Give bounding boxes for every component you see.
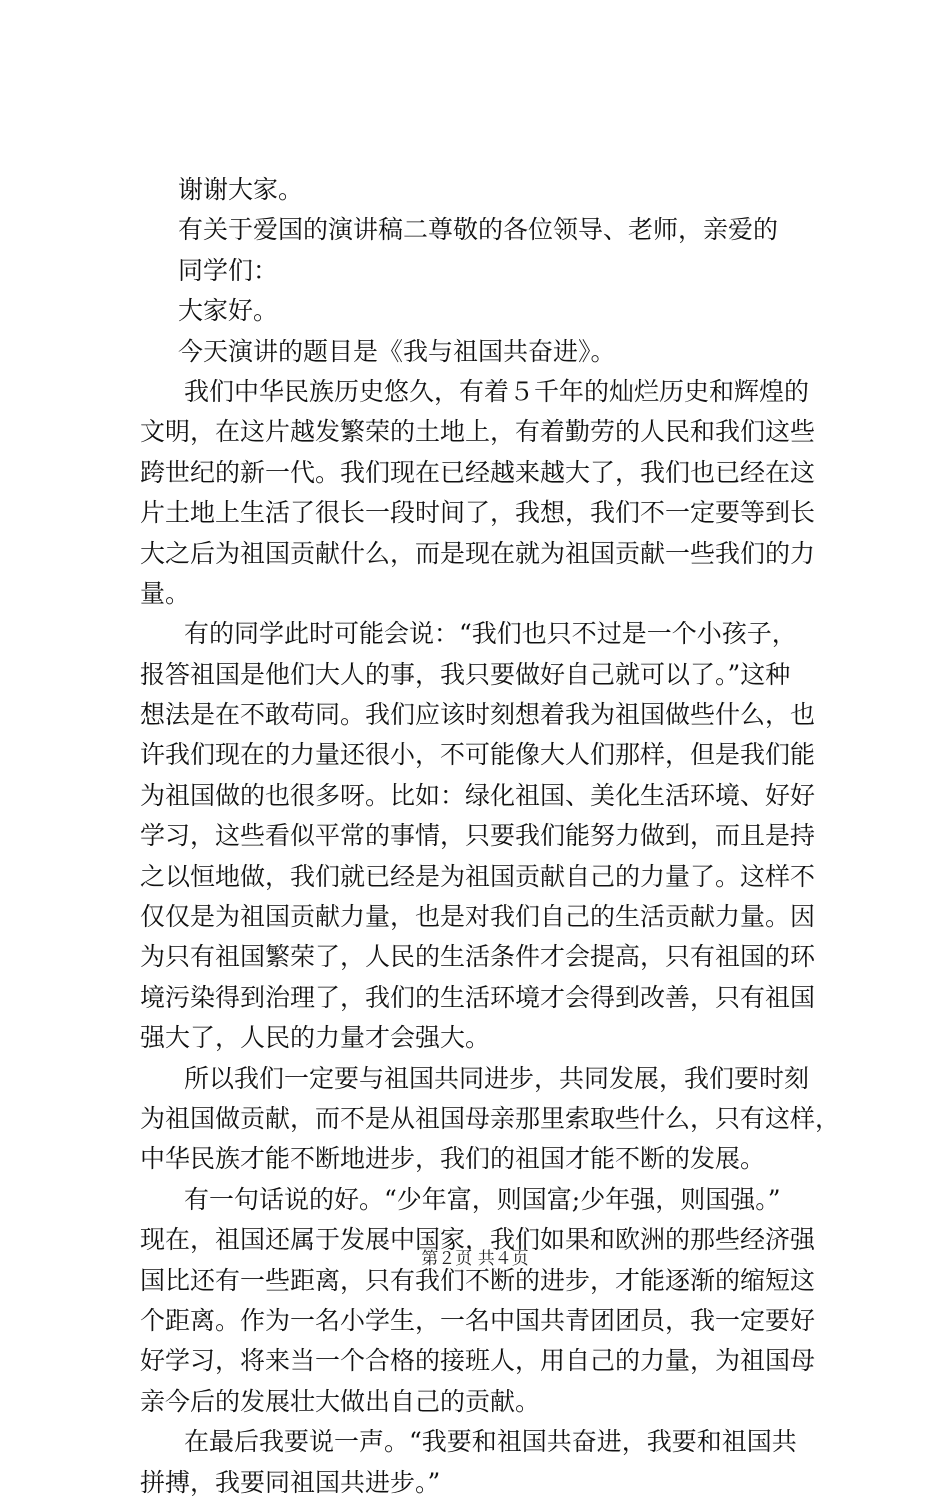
text-line: 有的同学此时可能会说：“我们也只不过是一个小孩子， — [184, 619, 797, 649]
text-line: 个距离。作为一名小学生，一名中国共青团团员，我一定要好 — [140, 1305, 816, 1335]
text-line: 为祖国做贡献，而不是从祖国母亲那里索取些什么，只有这样， — [140, 1103, 841, 1133]
text-line: 报答祖国是他们大人的事，我只要做好自己就可以了。”这种 — [140, 659, 791, 689]
text-line: 有关于爱国的演讲稿二尊敬的各位领导、老师，亲爱的 — [178, 215, 779, 245]
text-line: 国比还有一些距离，只有我们不断的进步，才能逐渐的缩短这 — [140, 1265, 816, 1295]
text-line: 谢谢大家。 — [178, 175, 304, 204]
page-number-footer: 第２页 共４页 — [421, 1249, 529, 1269]
text-line: 拼搏，我要同祖国共进步。” — [140, 1467, 441, 1497]
document-body — [140, 170, 840, 1503]
text-line: 好学习，将来当一个合格的接班人，用自己的力量，为祖国母 — [140, 1346, 816, 1376]
text-line: 大家好。 — [178, 296, 279, 326]
text-line: 亲今后的发展壮大做出自己的贡献。 — [140, 1386, 541, 1416]
text-line: 现在，祖国还属于发展中国家，我们如果和欧洲的那些经济强 — [140, 1225, 816, 1255]
text-line: 片土地上生活了很长一段时间了，我想，我们不一定要等到长 — [140, 498, 816, 528]
text-line: 学习，这些看似平常的事情，只要我们能努力做到，而且是持 — [140, 821, 816, 851]
text-line: 仅仅是为祖国贡献力量，也是对我们自己的生活贡献力量。因 — [140, 902, 816, 932]
text-line: 同学们： — [178, 255, 279, 285]
text-line: 跨世纪的新一代。我们现在已经越来越大了，我们也已经在这 — [140, 457, 816, 487]
text-line: 文明，在这片越发繁荣的土地上，有着勤劳的人民和我们这些 — [140, 417, 816, 447]
text-line: 为祖国做的也很多呀。比如：绿化祖国、美化生活环境、好好 — [140, 780, 816, 810]
text-line: 强大了，人民的力量才会强大。 — [140, 1023, 491, 1053]
text-line: 之以恒地做，我们就已经是为祖国贡献自己的力量了。这样不 — [140, 861, 816, 891]
text-line: 有一句话说的好。“少年富，则国富;少年强，则国强。” — [184, 1184, 781, 1214]
text-line: 想法是在不敢苟同。我们应该时刻想着我为祖国做些什么，也 — [140, 700, 816, 730]
text-line: 量。 — [140, 578, 191, 608]
text-line: 今天演讲的题目是《我与祖国共奋进》。 — [178, 336, 616, 366]
text-line: 许我们现在的力量还很小，不可能像大人们那样，但是我们能 — [140, 740, 816, 770]
text-line: 为只有祖国繁荣了，人民的生活条件才会提高，只有祖国的环 — [140, 942, 816, 972]
text-line: 中华民族才能不断地进步，我们的祖国才能不断的发展。 — [140, 1144, 766, 1174]
text-line: 所以我们一定要与祖国共同进步，共同发展，我们要时刻 — [184, 1063, 810, 1093]
text-line: 我们中华民族历史悠久，有着５千年的灿烂历史和辉煌的 — [184, 376, 810, 406]
text-line: 大之后为祖国贡献什么，而是现在就为祖国贡献一些我们的力 — [140, 538, 816, 568]
text-line: 境污染得到治理了，我们的生活环境才会得到改善，只有祖国 — [140, 982, 816, 1012]
text-line: 在最后我要说一声。“我要和祖国共奋进，我要和祖国共 — [184, 1427, 797, 1457]
